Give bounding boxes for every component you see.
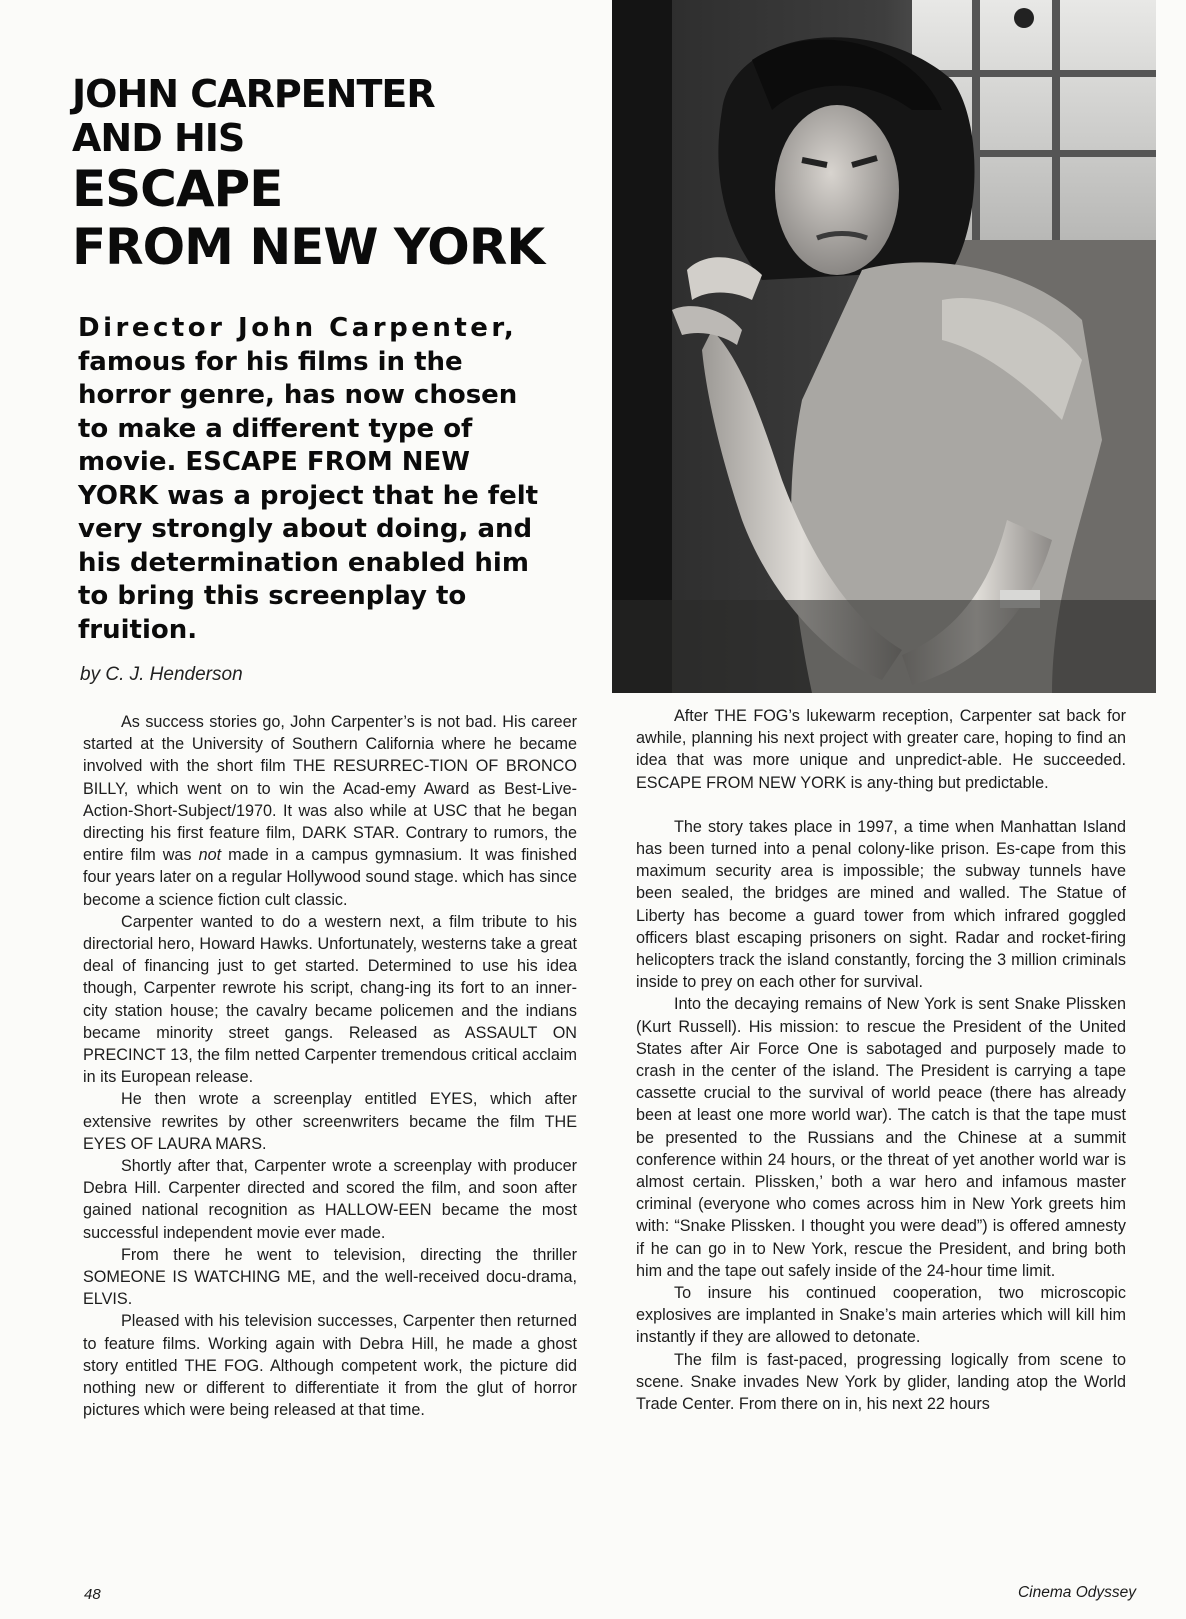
body-column-left bbox=[83, 711, 577, 1422]
headline-line-4: FROM NEW YORK bbox=[72, 218, 545, 276]
paragraph: Into the decaying remains of New York is sent Snake Plissken (Kurt Russell). His mission: to rescue the President of the United States after Air Force One is sabotaged and purposely made to crash in the center of the island. The President is carrying a tape cassette crucial to the survival of world peace (there has already been at least one more world war). The catch is that the tape must be presented to the Russians and the Chinese at a summit conference within 24 hours, or the threat of yet another world war is almost certain. Plissken,’ both a war hero and infamous master criminal (everyone who comes across him in New York greets him with: “Snake Plissken. I thought you were dead”) is offered amnesty if he can go in to New York, rescue the President, and bring both him and the tape out safely inside of the 24-hour time limit. bbox=[636, 995, 1126, 1280]
headline-line-1: JOHN CARPENTER bbox=[72, 72, 435, 116]
page-number: 48 bbox=[84, 1586, 101, 1603]
deck-line: very strongly about doing, and bbox=[78, 514, 533, 544]
byline: by C. J. Henderson bbox=[80, 664, 243, 685]
deck-line: horror genre, has now chosen bbox=[78, 380, 518, 410]
paragraph: As success stories go, John Carpenter’s is not bad. His career started at the University of Southern California where he became involved with the short film THE RESURREC-TION OF BRONCO BILLY, which went on to win the Acad-emy Award as Best-Live-Action-Short-Subject/1970. It was also while at USC that he began directing his first feature film, DARK STAR. Contrary to rumors, the entire film was not made in a campus gymnasium. It was finished four years later on a regular Hollywood sound stage. which has since become a science fiction cult classic. bbox=[83, 713, 578, 909]
paragraph: From there he went to television, directing the thriller SOMEONE IS WATCHING ME, and the well-received docu-drama, ELVIS. bbox=[83, 1245, 577, 1309]
headline-line-2: AND HIS bbox=[72, 116, 245, 160]
headline-line-3: ESCAPE bbox=[72, 160, 283, 218]
deck-line: fruition. bbox=[78, 614, 198, 645]
paragraph: The film is fast-paced, progressing logically from scene to scene. Snake invades New York by glider, landing atop the World Trade Center. From there on in, his next 22 hours bbox=[636, 1350, 1126, 1414]
paragraph: To insure his continued cooperation, two microscopic explosives are implanted in Snake’s main arteries which will kill him instantly if they are allowed to detonate. bbox=[636, 1284, 1126, 1347]
deck-line: Director John Carpenter, bbox=[78, 313, 518, 343]
publication-name: Cinema Odyssey bbox=[1017, 1584, 1136, 1601]
paragraph: After THE FOG’s lukewarm reception, Carpenter sat back for awhile, planning his next project with greater care, hoping to find an idea that was more unique and unpredict-able. He succeeded. ESCAPE FROM NEW YORK is any-thing but predictable. bbox=[636, 707, 1126, 792]
deck-line: his determination enabled him bbox=[78, 547, 529, 578]
deck-line: YORK was a project that he felt bbox=[78, 480, 539, 511]
deck-line: to make a different type of bbox=[78, 413, 473, 444]
deck-line: famous for his films in the bbox=[78, 346, 463, 377]
paragraph: The story takes place in 1997, a time when Manhattan Island has been turned into a penal colony-like prison. Es-cape from this maximum security area is impossible; the subway tunnels have been sealed, the bridges are mined and walled. The Statue of Liberty has become a guard tower from which infrared goggled officers blast escaping prisoners on sight. Radar and rocket-firing helicopters track the island constantly, forcing the 3 million criminals inside to prey on each other for survival. bbox=[636, 817, 1126, 992]
director-photo bbox=[612, 0, 1156, 693]
deck-line: movie. ESCAPE FROM NEW bbox=[78, 447, 470, 477]
body-column-right bbox=[636, 705, 1126, 1415]
article-deck bbox=[78, 312, 598, 647]
paragraph: Carpenter wanted to do a western next, a film tribute to his directorial hero, Howard Hawks. Unfortunately, westerns take a great deal of financing just to get started. Determined to use his idea though, Carpenter rewrote his script, chang-ing its fort to an inner-city station house; the cavalry became policemen and the indians became minority street gangs. Released as ASSAULT ON PRECINCT 13, the film netted Carpenter tremendous critical acclaim in its European release. bbox=[83, 912, 577, 1087]
paragraph: Shortly after that, Carpenter wrote a screenplay with producer Debra Hill. Carpenter directed and scored the film, and soon after gained national recognition as HALLOW-EEN became the most successful independent movie ever made. bbox=[83, 1157, 577, 1242]
paragraph: Pleased with his television successes, Carpenter then returned to feature films. Working again with Debra Hill, he made a ghost story entitled THE FOG. Although competent work, the picture did nothing new or different to differentiate it from the glut of horror pictures which were being released at that time. bbox=[83, 1312, 577, 1420]
deck-line: to bring this screenplay to bbox=[78, 581, 467, 611]
paragraph: He then wrote a screenplay entitled EYES, which after extensive rewrites by other screenwriters became the film THE EYES OF LAURA MARS. bbox=[83, 1090, 577, 1153]
article-headline bbox=[72, 72, 612, 276]
